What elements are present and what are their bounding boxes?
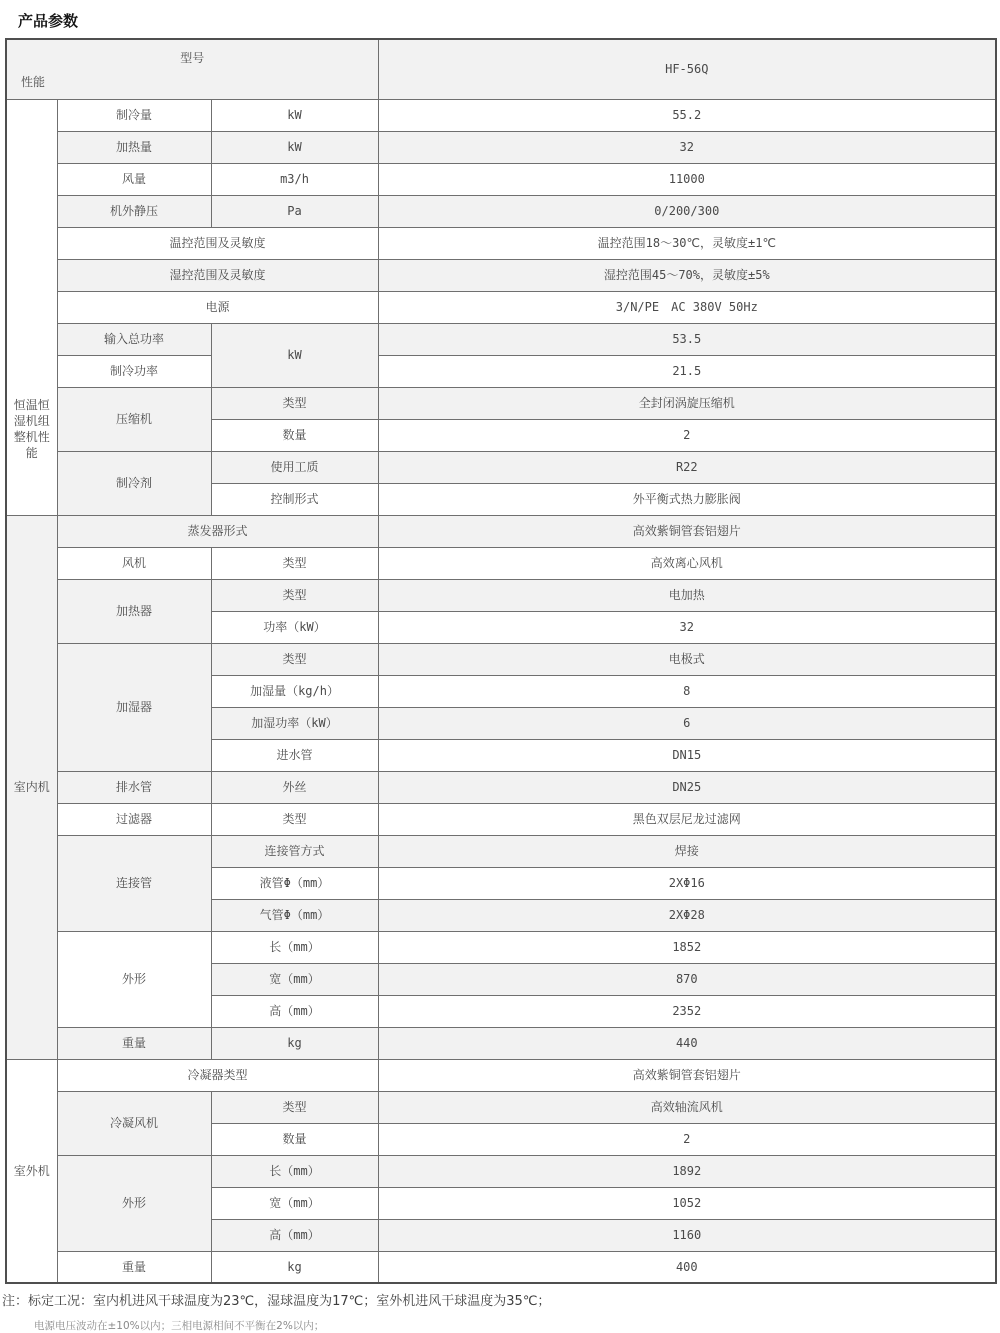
parameter-name-cell: 加热量: [57, 131, 211, 163]
parameter-detail-cell: kg: [211, 1027, 378, 1059]
parameter-value-cell: 高效轴流风机: [378, 1091, 996, 1123]
parameter-name-cell: 冷凝风机: [57, 1091, 211, 1155]
parameter-name-cell: 制冷剂: [57, 451, 211, 515]
parameter-name-cell: 压缩机: [57, 387, 211, 451]
table-row: [6, 1251, 996, 1283]
table-row: [6, 355, 996, 387]
parameter-detail-cell: 高（mm）: [211, 995, 378, 1027]
parameter-detail-cell: 类型: [211, 579, 378, 611]
parameter-value-cell: 1852: [378, 931, 996, 963]
parameter-name-cell: 重量: [57, 1027, 211, 1059]
parameter-value-cell: 2XΦ16: [378, 867, 996, 899]
parameter-value-cell: 32: [378, 611, 996, 643]
table-row: [6, 803, 996, 835]
parameter-value-cell: 1892: [378, 1155, 996, 1187]
section-label-cell: 室内机: [6, 515, 57, 1059]
parameter-detail-cell: 长（mm）: [211, 931, 378, 963]
parameter-detail-cell: 控制形式: [211, 483, 378, 515]
parameter-detail-cell: kW: [211, 323, 378, 387]
parameter-value-cell: 55.2: [378, 99, 996, 131]
table-row: [6, 99, 996, 131]
table-row: [6, 195, 996, 227]
parameter-value-cell: 2XΦ28: [378, 899, 996, 931]
parameter-value-cell: DN15: [378, 739, 996, 771]
table-header-row: [6, 39, 996, 99]
parameter-value-cell: 2352: [378, 995, 996, 1027]
table-row: [6, 291, 996, 323]
table-row: [6, 931, 996, 963]
parameter-value-cell: 湿控范围45～70%，灵敏度±5%: [378, 259, 996, 291]
parameter-detail-cell: Pa: [211, 195, 378, 227]
table-row: [6, 1155, 996, 1187]
parameter-name-cell: 蒸发器形式: [57, 515, 378, 547]
parameter-detail-cell: kW: [211, 99, 378, 131]
parameter-value-cell: 53.5: [378, 323, 996, 355]
parameter-name-cell: 湿控范围及灵敏度: [57, 259, 378, 291]
note-power-tolerance: 电源电压波动在±10%以内；三相电源相间不平衡在2%以内；: [34, 1320, 325, 1332]
parameter-value-cell: 全封闭涡旋压缩机: [378, 387, 996, 419]
parameter-detail-cell: 气管Φ（mm）: [211, 899, 378, 931]
parameter-detail-cell: 连接管方式: [211, 835, 378, 867]
parameter-name-cell: 输入总功率: [57, 323, 211, 355]
performance-row-label: 性能: [21, 75, 46, 90]
parameter-value-cell: 8: [378, 675, 996, 707]
table-row: [6, 643, 996, 675]
parameter-detail-cell: 类型: [211, 1091, 378, 1123]
table-row: [6, 771, 996, 803]
parameter-detail-cell: 长（mm）: [211, 1155, 378, 1187]
parameter-detail-cell: kg: [211, 1251, 378, 1283]
parameter-value-cell: 外平衡式热力膨胀阀: [378, 483, 996, 515]
parameter-detail-cell: 加湿量（kg/h）: [211, 675, 378, 707]
parameter-detail-cell: 加湿功率（kW）: [211, 707, 378, 739]
parameter-detail-cell: m3/h: [211, 163, 378, 195]
parameter-detail-cell: 数量: [211, 419, 378, 451]
parameter-detail-cell: 高（mm）: [211, 1219, 378, 1251]
parameter-name-cell: 风机: [57, 547, 211, 579]
parameter-detail-cell: 类型: [211, 803, 378, 835]
parameter-name-cell: 重量: [57, 1251, 211, 1283]
parameter-value-cell: 1160: [378, 1219, 996, 1251]
parameter-value-cell: R22: [378, 451, 996, 483]
table-row: [6, 259, 996, 291]
parameter-value-cell: 32: [378, 131, 996, 163]
table-row: [6, 515, 996, 547]
table-row: [6, 131, 996, 163]
page-title: 产品参数: [18, 12, 79, 30]
table-row: [6, 1027, 996, 1059]
parameter-value-cell: 1052: [378, 1187, 996, 1219]
parameter-value-cell: DN25: [378, 771, 996, 803]
parameter-value-cell: 2: [378, 419, 996, 451]
parameter-detail-cell: 类型: [211, 547, 378, 579]
parameter-detail-cell: kW: [211, 131, 378, 163]
parameter-name-cell: 外形: [57, 931, 211, 1027]
parameter-name-cell: 冷凝器类型: [57, 1059, 378, 1091]
table-row: [6, 835, 996, 867]
parameter-value-cell: 电加热: [378, 579, 996, 611]
parameter-detail-cell: 功率（kW）: [211, 611, 378, 643]
table-row: [6, 547, 996, 579]
parameter-value-cell: 3/N/PE AC 380V 50Hz: [378, 291, 996, 323]
parameter-value-cell: 高效离心风机: [378, 547, 996, 579]
parameter-name-cell: 外形: [57, 1155, 211, 1251]
parameter-name-cell: 风量: [57, 163, 211, 195]
parameter-value-cell: 870: [378, 963, 996, 995]
parameter-detail-cell: 使用工质: [211, 451, 378, 483]
parameter-value-cell: 440: [378, 1027, 996, 1059]
parameter-detail-cell: 宽（mm）: [211, 963, 378, 995]
parameter-name-cell: 温控范围及灵敏度: [57, 227, 378, 259]
header-corner-cell: [6, 39, 378, 99]
parameter-name-cell: 加湿器: [57, 643, 211, 771]
note-rated-conditions: 注：标定工况：室内机进风干球温度为23℃，湿球温度为17℃；室外机进风干球温度为35℃；: [2, 1294, 551, 1309]
table-row: [6, 1091, 996, 1123]
parameter-detail-cell: 进水管: [211, 739, 378, 771]
parameter-detail-cell: 宽（mm）: [211, 1187, 378, 1219]
parameter-value-cell: 黑色双层尼龙过滤网: [378, 803, 996, 835]
parameter-name-cell: 电源: [57, 291, 378, 323]
table-row: [6, 451, 996, 483]
parameter-value-cell: 0/200/300: [378, 195, 996, 227]
table-row: [6, 163, 996, 195]
parameter-value-cell: 2: [378, 1123, 996, 1155]
model-column-label: 型号: [180, 51, 205, 65]
parameter-value-cell: 400: [378, 1251, 996, 1283]
parameter-value-cell: 温控范围18～30℃，灵敏度±1℃: [378, 227, 996, 259]
table-row: [6, 1059, 996, 1091]
parameter-value-cell: 6: [378, 707, 996, 739]
table-row: [6, 579, 996, 611]
table-row: [6, 387, 996, 419]
parameter-detail-cell: 类型: [211, 643, 378, 675]
parameter-detail-cell: 类型: [211, 387, 378, 419]
table-body: [6, 99, 996, 1283]
parameter-value-cell: 21.5: [378, 355, 996, 387]
parameter-detail-cell: 液管Φ（mm）: [211, 867, 378, 899]
section-label-cell: 恒温恒湿机组整机性能: [6, 99, 57, 515]
parameter-name-cell: 加热器: [57, 579, 211, 643]
parameter-detail-cell: 数量: [211, 1123, 378, 1155]
parameter-detail-cell: 外丝: [211, 771, 378, 803]
parameter-value-cell: 焊接: [378, 835, 996, 867]
parameter-value-cell: 高效紫铜管套铝翅片: [378, 1059, 996, 1091]
parameter-name-cell: 排水管: [57, 771, 211, 803]
parameter-name-cell: 连接管: [57, 835, 211, 931]
table-row: [6, 323, 996, 355]
section-label-cell: 室外机: [6, 1059, 57, 1283]
product-spec-table: [5, 38, 997, 1284]
parameter-value-cell: 高效紫铜管套铝翅片: [378, 515, 996, 547]
parameter-name-cell: 机外静压: [57, 195, 211, 227]
parameter-name-cell: 制冷功率: [57, 355, 211, 387]
parameter-name-cell: 过滤器: [57, 803, 211, 835]
parameter-name-cell: 制冷量: [57, 99, 211, 131]
parameter-value-cell: 电极式: [378, 643, 996, 675]
parameter-value-cell: 11000: [378, 163, 996, 195]
model-value-cell: HF-56Q: [378, 39, 996, 99]
table-row: [6, 227, 996, 259]
